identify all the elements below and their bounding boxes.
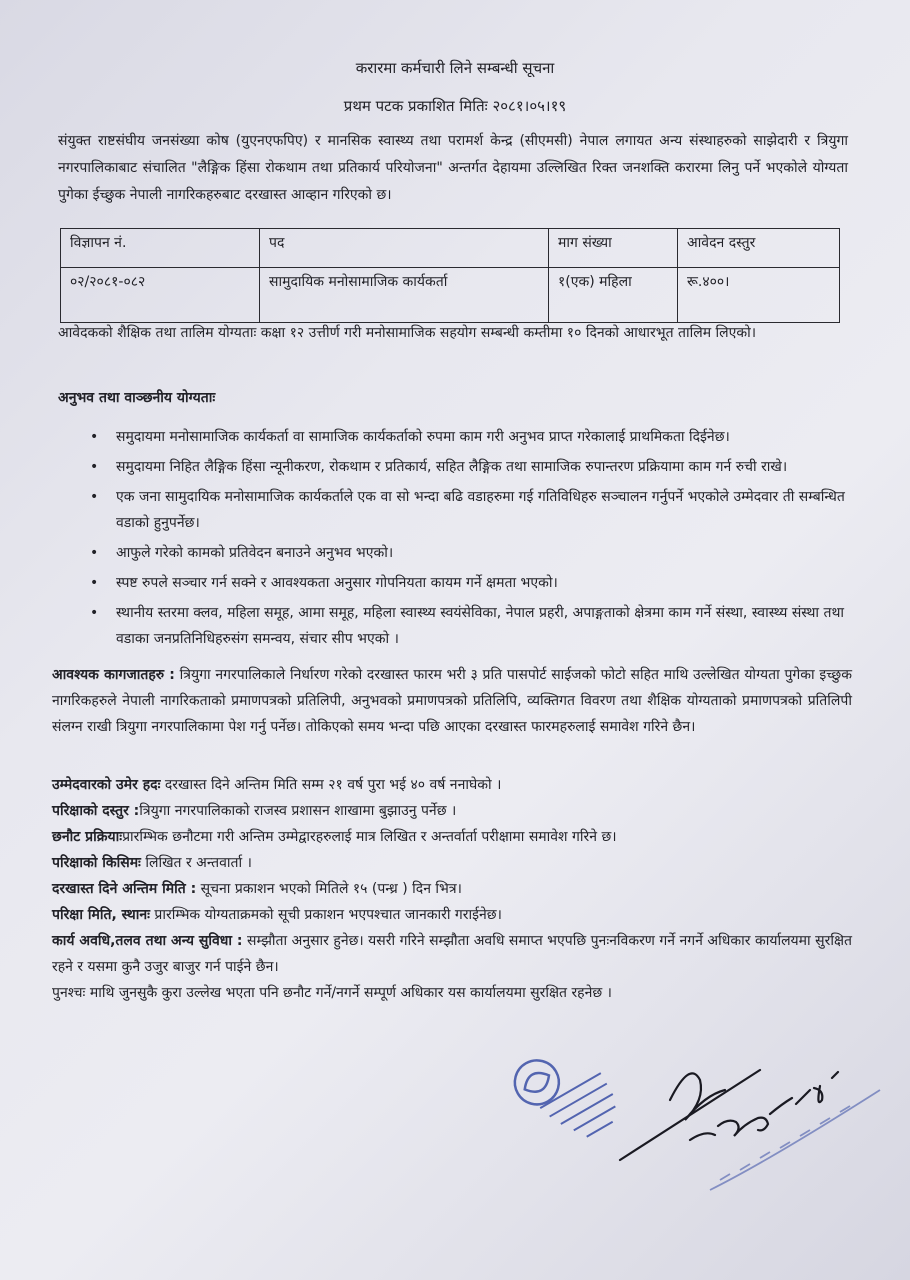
documents-section: [52, 662, 852, 740]
exam-fee-text: त्रियुगा नगरपालिकाको राजस्व प्रशासन शाखामा बुझाउनु पर्नेछ ।: [139, 803, 457, 819]
header-post: पद: [260, 229, 549, 268]
terms-label: कार्य अवधि,तलव तथा अन्य सुविधा :: [52, 933, 243, 949]
deadline-label: दरखास्त दिने अन्तिम मिति :: [52, 881, 197, 897]
header-demand: माग संख्या: [549, 229, 678, 268]
documents-label: आवश्यक कागजातहरु :: [52, 667, 175, 683]
terms-text: सम्झौता अनुसार हुनेछ। यसरी गरिने सम्झौता अवधि समाप्त भएपछि पुनःनविकरण गर्ने नगर्ने अधिकार कार्यालयमा सुरक्षित रहने र यसमा कुनै उजुर बाजुर गर्न पाईने छैन।: [52, 933, 852, 975]
bullet-icon: •: [90, 575, 99, 591]
table-row: [61, 268, 840, 323]
list-item: • समुदायमा निहित लैङ्गिक हिंसा न्यूनीकरण, रोकथाम र प्रतिकार्य, सहित लैङ्गिक तथा सामाजिक रुपान्तरण प्रक्रियामा काम गर्न रुची राखे।: [90, 454, 850, 480]
terms-section: [52, 928, 852, 980]
bullet-icon: •: [90, 459, 99, 475]
cell-ad-no: ०२/२०८१-०८२: [61, 268, 260, 323]
age-label: उम्मेदवारको उमेर हदः: [52, 777, 161, 793]
bullet-icon: •: [90, 489, 99, 505]
exam-date-text: प्रारम्भिक योग्यताक्रमको सूची प्रकाशन भएपश्चात जानकारी गराईनेछ।: [149, 907, 502, 923]
list-item: • स्थानीय स्तरमा क्लव, महिला समूह, आमा समूह, महिला स्वास्थ्य स्वयंसेविका, नेपाल प्रहरी, अपाङ्गताको क्षेत्रमा काम गर्ने संस्था, स्वास्थ्य संस्था तथा वडाका जनप्रतिनिधिहरुसंग समन्वय, संचार सीप भएको ।: [90, 600, 850, 652]
list-item: • एक जना सामुदायिक मनोसामाजिक कार्यकर्ताले एक वा सो भन्दा बढि वडाहरुमा गई गतिविधिहरु सञ्चालन गर्नुपर्ने भएकोले उम्मेदवार ती सम्बन्धित वडाको हुनुपर्नेछ।: [90, 484, 850, 536]
deadline-text: सूचना प्रकाशन भएको मितिले १५ (पन्ध्र ) दिन भित्र।: [196, 881, 462, 897]
exam-type-label: परिक्षाको किसिमः: [52, 855, 141, 871]
cell-demand: १(एक) महिला: [549, 268, 678, 323]
age-limit-section: [52, 772, 852, 798]
publish-date: प्रथम पटक प्रकाशित मितिः २०८१।०५।१९: [343, 97, 567, 115]
table-header-row: [61, 229, 840, 268]
header-fee: आवेदन दस्तुर: [678, 229, 840, 268]
cell-fee: रू.४००।: [678, 268, 840, 323]
list-item: • समुदायमा मनोसामाजिक कार्यकर्ता वा सामाजिक कार्यकर्ताको रुपमा काम गरी अनुभव प्राप्त गरेकालाई प्राथमिकता दिईनेछ।: [90, 424, 850, 450]
signature-icon: [600, 1030, 900, 1210]
list-item: • आफुले गरेको कामको प्रतिवेदन बनाउने अनुभव भएको।: [90, 540, 850, 566]
note-text: पुनश्चः माथि जुनसुकै कुरा उल्लेख भएता पनि छनौट गर्ने/नगर्ने सम्पूर्ण अधिकार यस कार्यालयमा सुरक्षित रहनेछ ।: [52, 985, 612, 1001]
exam-type-section: [52, 850, 852, 876]
header-ad-no: विज्ञापन नं.: [61, 229, 260, 268]
vacancy-table: [60, 228, 840, 323]
selection-section: [52, 824, 852, 850]
notice-title: करारमा कर्मचारी लिने सम्बन्धी सूचना: [355, 59, 555, 77]
age-text: दरखास्त दिने अन्तिम मिति सम्म २१ वर्ष पुरा भई ४० वर्ष ननाघेको ।: [160, 777, 502, 793]
exam-date-section: [52, 902, 852, 928]
documents-text: त्रियुगा नगरपालिकाले निर्धारण गरेको दरखास्त फारम भरी ३ प्रति पासपोर्ट साईजको फोटो सहित माथि उल्लेखित योग्यता पुगेका इच्छुक नागरिकहरुले नेपाली नागरिकताको प्रमाणपत्रको प्रतिलिपी, अनुभवको प्रमाणपत्रको प्रतिलिपि, व्यक्तिगत विवरण तथा शैक्षिक योग्यताको प्रमाणपत्रको प्रतिलिपी संलग्न राखी त्रियुगा नगरपालिकामा पेश गर्नु पर्नेछ। तोकिएको समय भन्दा पछि आएका दरखास्त फारमहरुलाई समावेश गरिने छैन।: [52, 667, 852, 735]
selection-label: छनौट प्रक्रियाः: [52, 829, 123, 845]
bullet-icon: •: [90, 605, 99, 621]
selection-text: प्रारम्भिक छनौटमा गरी अन्तिम उम्मेद्वारहरुलाई मात्र लिखित र अन्तर्वार्ता परीक्षामा समावेश गरिने छ।: [122, 829, 617, 845]
exam-fee-label: परिक्षाको दस्तुर :: [52, 803, 140, 819]
experience-list: [90, 424, 850, 656]
deadline-section: [52, 876, 852, 902]
exam-date-label: परिक्षा मिति, स्थानः: [52, 907, 150, 923]
exam-type-text: लिखित र अन्तवार्ता ।: [140, 855, 252, 871]
bullet-icon: •: [90, 429, 99, 445]
intro-paragraph: संयुक्त राष्टसंघीय जनसंख्या कोष (युएनएफपिए) र मानसिक स्वास्थ्य तथा परामर्श केन्द्र (सीएमसी) नेपाल लगायत अन्य संस्थाहरुको साझेदारी र त्रियुगा नगरपालिकाबाट संचालित "लैङ्गिक हिंसा रोकथाम तथा प्रतिकार्य परियोजना" अन्तर्गत देहायमा उल्लिखित रिक्त जनशक्ति करारमा लिनु पर्ने भएकोले योग्यता पुगेका ईच्छुक नेपाली नागरिकहरुबाट दरखास्त आव्हान गरिएको छ।: [58, 133, 848, 203]
qualification-text: आवेदकको शैक्षिक तथा तालिम योग्यताः कक्षा १२ उत्तीर्ण गरी मनोसामाजिक सहयोग सम्बन्धी कम्तीमा १० दिनको आधारभूत तालिम लिएको।: [58, 325, 757, 341]
bullet-icon: •: [90, 545, 99, 561]
list-item: • स्पष्ट रुपले सञ्चार गर्न सक्ने र आवश्यकता अनुसार गोपनियता कायम गर्ने क्षमता भएको।: [90, 570, 850, 596]
exam-fee-section: [52, 798, 852, 824]
experience-heading: अनुभव तथा वाञ्छनीय योग्यताः: [58, 390, 216, 406]
cell-post: सामुदायिक मनोसामाजिक कार्यकर्ता: [260, 268, 549, 323]
